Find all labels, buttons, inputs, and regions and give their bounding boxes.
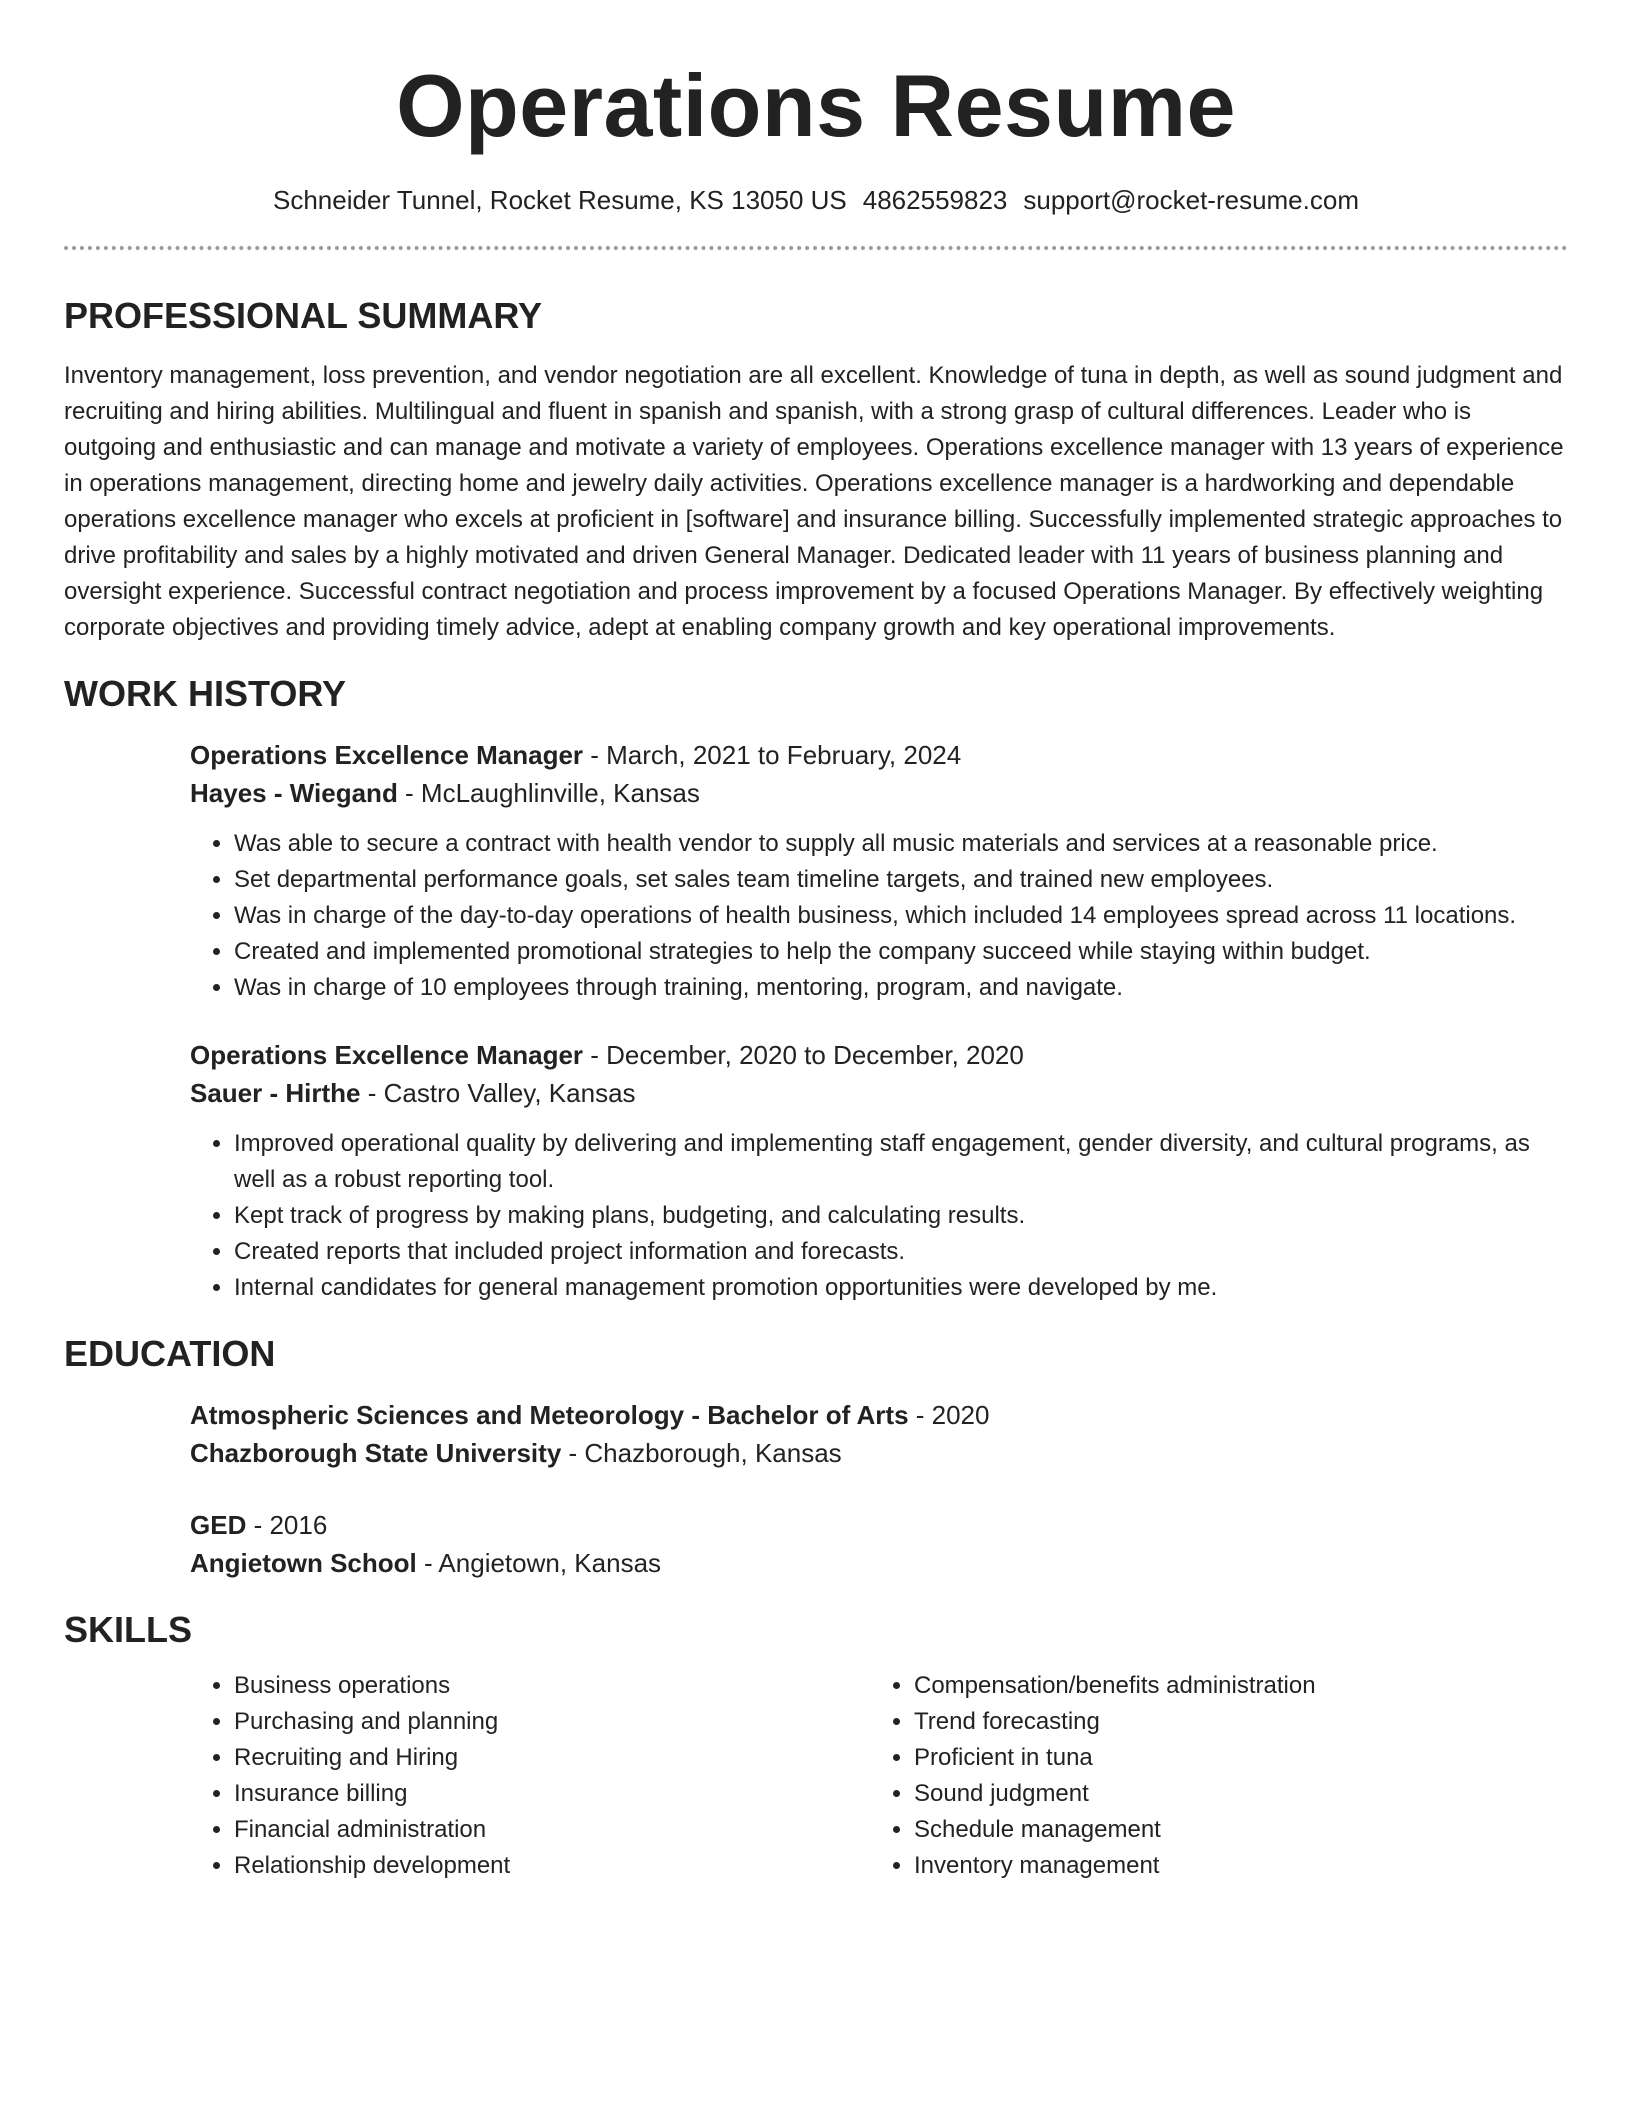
degree-line	[190, 1506, 1568, 1544]
list-item: • Improved operational quality by delivering and implementing staff engagement, gender diversity, and cultural programs, as well as a robust reporting tool.	[234, 1126, 1568, 1198]
list-item: • Proficient in tuna	[914, 1740, 1550, 1776]
list-item: • Set departmental performance goals, set sales team timeline targets, and trained new employees.	[234, 862, 1568, 898]
job-bullets	[190, 1126, 1568, 1306]
degree-name: GED	[190, 1510, 247, 1540]
contact-email: support@rocket-resume.com	[1023, 185, 1359, 215]
job-company: Hayes - Wiegand	[190, 778, 398, 808]
education-heading: EDUCATION	[64, 1333, 276, 1374]
skills-column-left	[190, 1668, 870, 1884]
degree-line	[190, 1396, 1568, 1434]
list-item: • Internal candidates for general management promotion opportunities were developed by me.	[234, 1270, 1568, 1306]
list-item: • Recruiting and Hiring	[234, 1740, 870, 1776]
job-dates: - March, 2021 to February, 2024	[583, 740, 962, 770]
list-item: • Purchasing and planning	[234, 1704, 870, 1740]
skills-list	[190, 1668, 1568, 1884]
list-item: • Financial administration	[234, 1812, 870, 1848]
school-line	[190, 1434, 1568, 1472]
list-item: • Inventory management	[914, 1848, 1550, 1884]
contact-address: Schneider Tunnel, Rocket Resume, KS 13050 US	[273, 185, 847, 215]
degree-name: Atmospheric Sciences and Meteorology - Bachelor of Arts	[190, 1400, 909, 1430]
list-item: • Relationship development	[234, 1848, 870, 1884]
education-entry	[190, 1506, 1568, 1582]
job-entry	[190, 736, 1568, 1006]
job-bullets	[190, 826, 1568, 1006]
degree-year: - 2020	[908, 1400, 990, 1430]
job-location: - Castro Valley, Kansas	[360, 1078, 636, 1108]
job-title-line	[190, 1036, 1568, 1074]
list-item: • Created and implemented promotional strategies to help the company succeed while staying within budget.	[234, 934, 1568, 970]
job-dates: - December, 2020 to December, 2020	[583, 1040, 1024, 1070]
list-item: • Sound judgment	[914, 1776, 1550, 1812]
job-entry	[190, 1036, 1568, 1306]
list-item: • Was in charge of 10 employees through training, mentoring, program, and navigate.	[234, 970, 1568, 1006]
summary-text: Inventory management, loss prevention, and vendor negotiation are all excellent. Knowledge of tuna in depth, as well as sound judgment and recruiting and hiring abilities. Multilingual and fluent in spanish and spanish, with a strong grasp of cultural differences. Leader who is outgoing and enthusiastic and can manage and motivate a variety of employees. Operations excellence manager with 13 years of experience in operations management, directing home and jewelry daily activities. Operations excellence manager is a hardworking and dependable operations excellence manager who excels at proficient in [software] and insurance billing. Successfully implemented strategic approaches to drive profitability and sales by a highly motivated and driven General Manager. Dedicated leader with 11 years of business planning and oversight experience. Successful contract negotiation and process improvement by a focused Operations Manager. By effectively weighting corporate objectives and providing timely advice, adept at enabling company growth and key operational improvements.	[64, 362, 1564, 641]
school-location: - Chazborough, Kansas	[561, 1438, 842, 1468]
job-title-line	[190, 736, 1568, 774]
list-item: • Insurance billing	[234, 1776, 870, 1812]
school-name: Chazborough State University	[190, 1438, 562, 1468]
list-item: • Was in charge of the day-to-day operations of health business, which included 14 employees spread across 11 locations.	[234, 898, 1568, 934]
list-item: • Was able to secure a contract with health vendor to supply all music materials and services at a reasonable price.	[234, 826, 1568, 862]
work-history-heading: WORK HISTORY	[64, 673, 347, 714]
job-company-line	[190, 1074, 1568, 1112]
list-item: • Created reports that included project information and forecasts.	[234, 1234, 1568, 1270]
job-company-line	[190, 774, 1568, 812]
contact-line	[64, 182, 1568, 218]
job-location: - McLaughlinville, Kansas	[397, 778, 700, 808]
skills-column-right	[870, 1668, 1550, 1884]
job-title: Operations Excellence Manager	[190, 740, 584, 770]
degree-year: - 2016	[246, 1510, 328, 1540]
school-location: - Angietown, Kansas	[416, 1548, 662, 1578]
contact-phone: 4862559823	[862, 185, 1008, 215]
list-item: • Trend forecasting	[914, 1704, 1550, 1740]
job-company: Sauer - Hirthe	[190, 1078, 361, 1108]
skills-heading: SKILLS	[64, 1609, 193, 1650]
education-entry	[190, 1396, 1568, 1472]
resume-title: Operations Resume	[396, 56, 1236, 155]
list-item: • Schedule management	[914, 1812, 1550, 1848]
school-line	[190, 1544, 1568, 1582]
list-item: • Business operations	[234, 1668, 870, 1704]
list-item: • Kept track of progress by making plans, budgeting, and calculating results.	[234, 1198, 1568, 1234]
job-title: Operations Excellence Manager	[190, 1040, 584, 1070]
summary-heading: PROFESSIONAL SUMMARY	[64, 295, 543, 336]
list-item: • Compensation/benefits administration	[914, 1668, 1550, 1704]
school-name: Angietown School	[190, 1548, 417, 1578]
header-divider	[64, 246, 1568, 250]
